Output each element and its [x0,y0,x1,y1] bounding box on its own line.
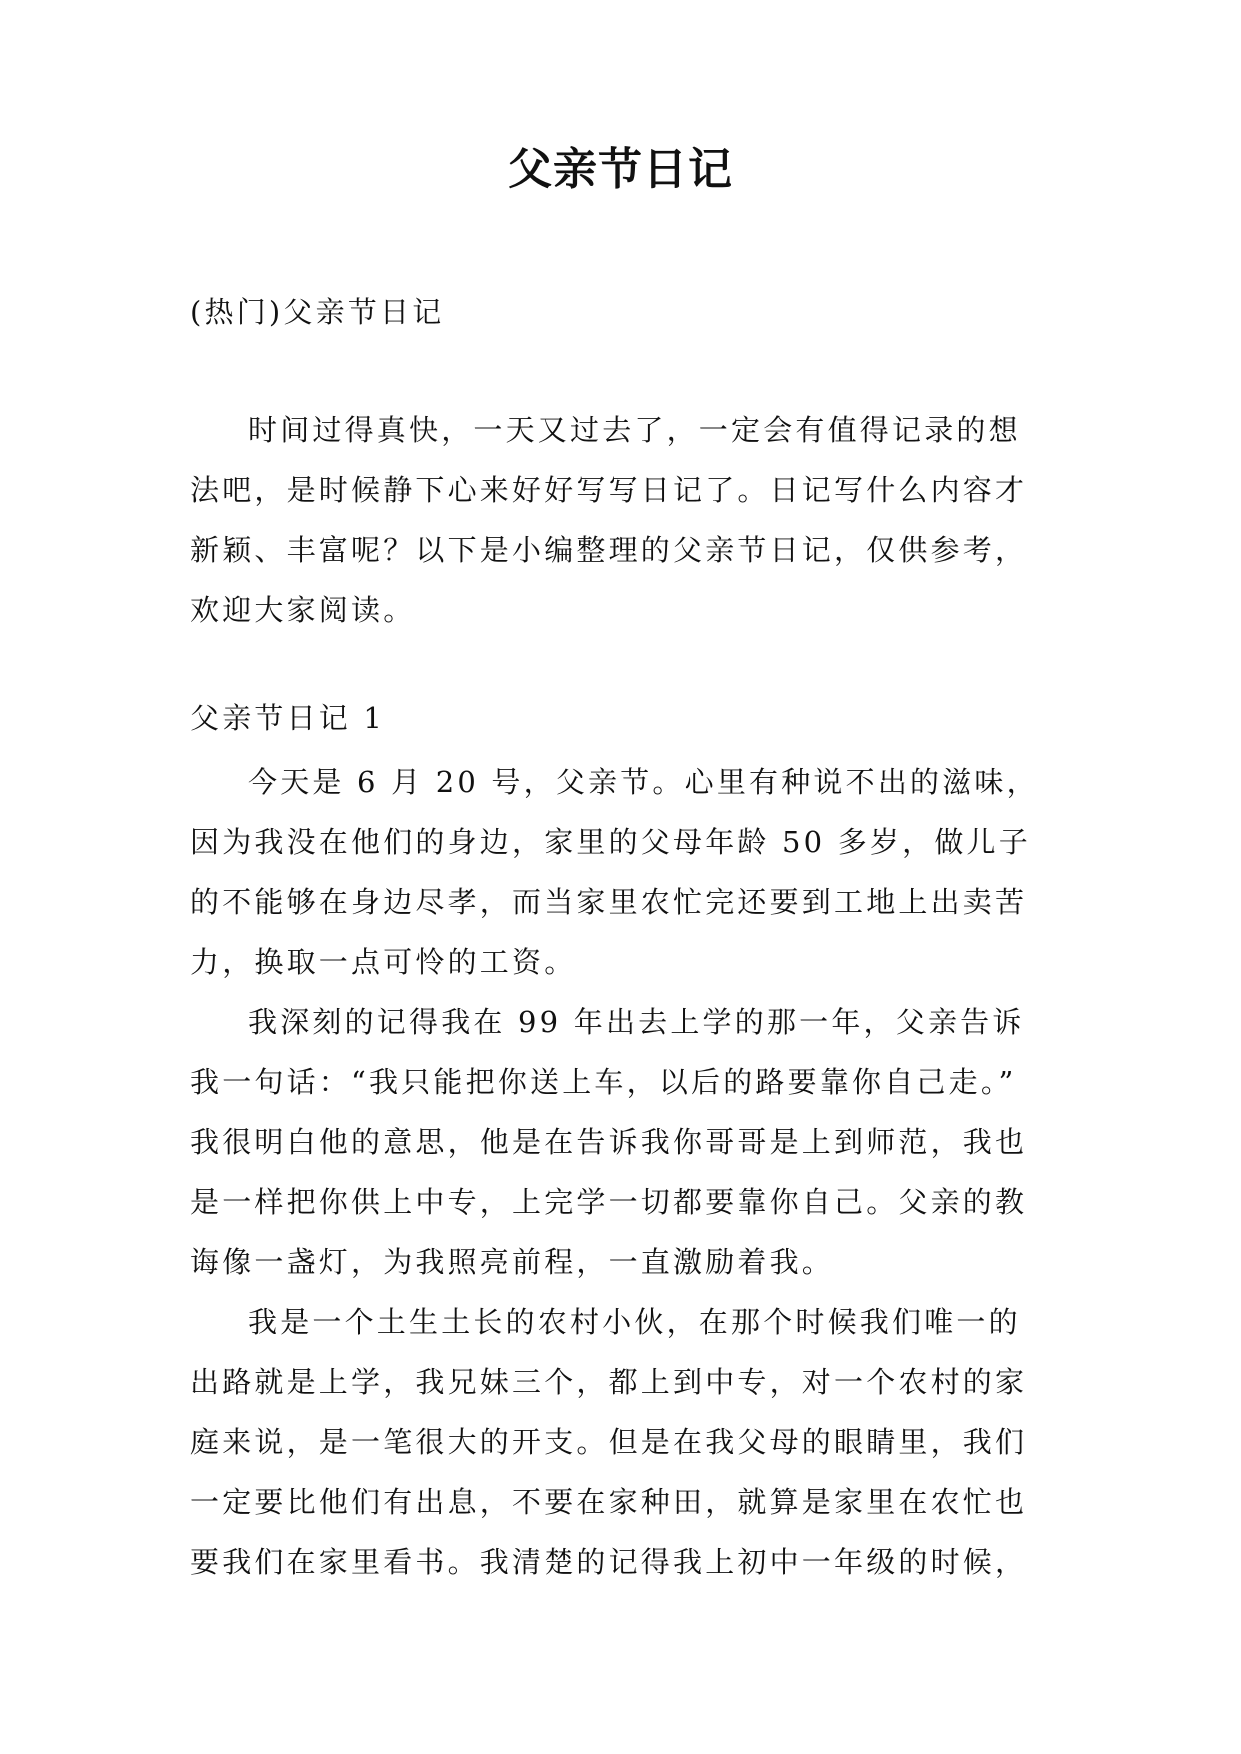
diary-paragraph [190,1292,1050,1592]
diary-paragraph [190,752,1050,992]
intro-line: 欢迎大家阅读。 [190,593,416,627]
intro-paragraph [190,400,1050,640]
paragraph-line: 我一句话：“我只能把你送上车，以后的路要靠你自己走。” [190,1065,1017,1099]
paragraph-line: 是一样把你供上中专，上完学一切都要靠你自己。父亲的教 [190,1185,1028,1219]
diary-body [190,752,1050,1592]
intro-line: 时间过得真快，一天又过去了，一定会有值得记录的想 [248,413,1021,447]
paragraph-line: 我深刻的记得我在 99 年出去上学的那一年，父亲告诉 [248,1005,1025,1039]
paragraph-line: 要我们在家里看书。我清楚的记得我上初中一年级的时候， [190,1545,1028,1579]
section-heading: 父亲节日记 1 [190,701,386,735]
paragraph-line: 我是一个土生土长的农村小伙，在那个时候我们唯一的 [248,1305,1021,1339]
paragraph-line: 今天是 6 月 20 号，父亲节。心里有种说不出的滋味， [248,765,1039,799]
paragraph-line: 一定要比他们有出息，不要在家种田，就算是家里在农忙也 [190,1485,1028,1519]
paragraph-line: 我很明白他的意思，他是在告诉我你哥哥是上到师范，我也 [190,1125,1028,1159]
paragraph-line: 庭来说，是一笔很大的开支。但是在我父母的眼睛里，我们 [190,1425,1028,1459]
paragraph-line: 的不能够在身边尽孝，而当家里农忙完还要到工地上出卖苦 [190,885,1028,919]
paragraph-line: 出路就是上学，我兄妹三个，都上到中专，对一个农村的家 [190,1365,1028,1399]
document-title: 父亲节日记 [508,144,733,195]
paragraph-line: 诲像一盏灯，为我照亮前程，一直激励着我。 [190,1245,835,1279]
paragraph-line: 力，换取一点可怜的工资。 [190,945,577,979]
diary-paragraph [190,992,1050,1292]
intro-line: 新颖、丰富呢？以下是小编整理的父亲节日记，仅供参考， [190,533,1028,567]
intro-line: 法吧，是时候静下心来好好写写日记了。日记写什么内容才 [190,473,1028,507]
document-subtitle: (热门)父亲节日记 [190,295,445,329]
intro-text [190,400,1050,640]
paragraph-line: 因为我没在他们的身边，家里的父母年龄 50 多岁，做儿子 [190,825,1031,859]
